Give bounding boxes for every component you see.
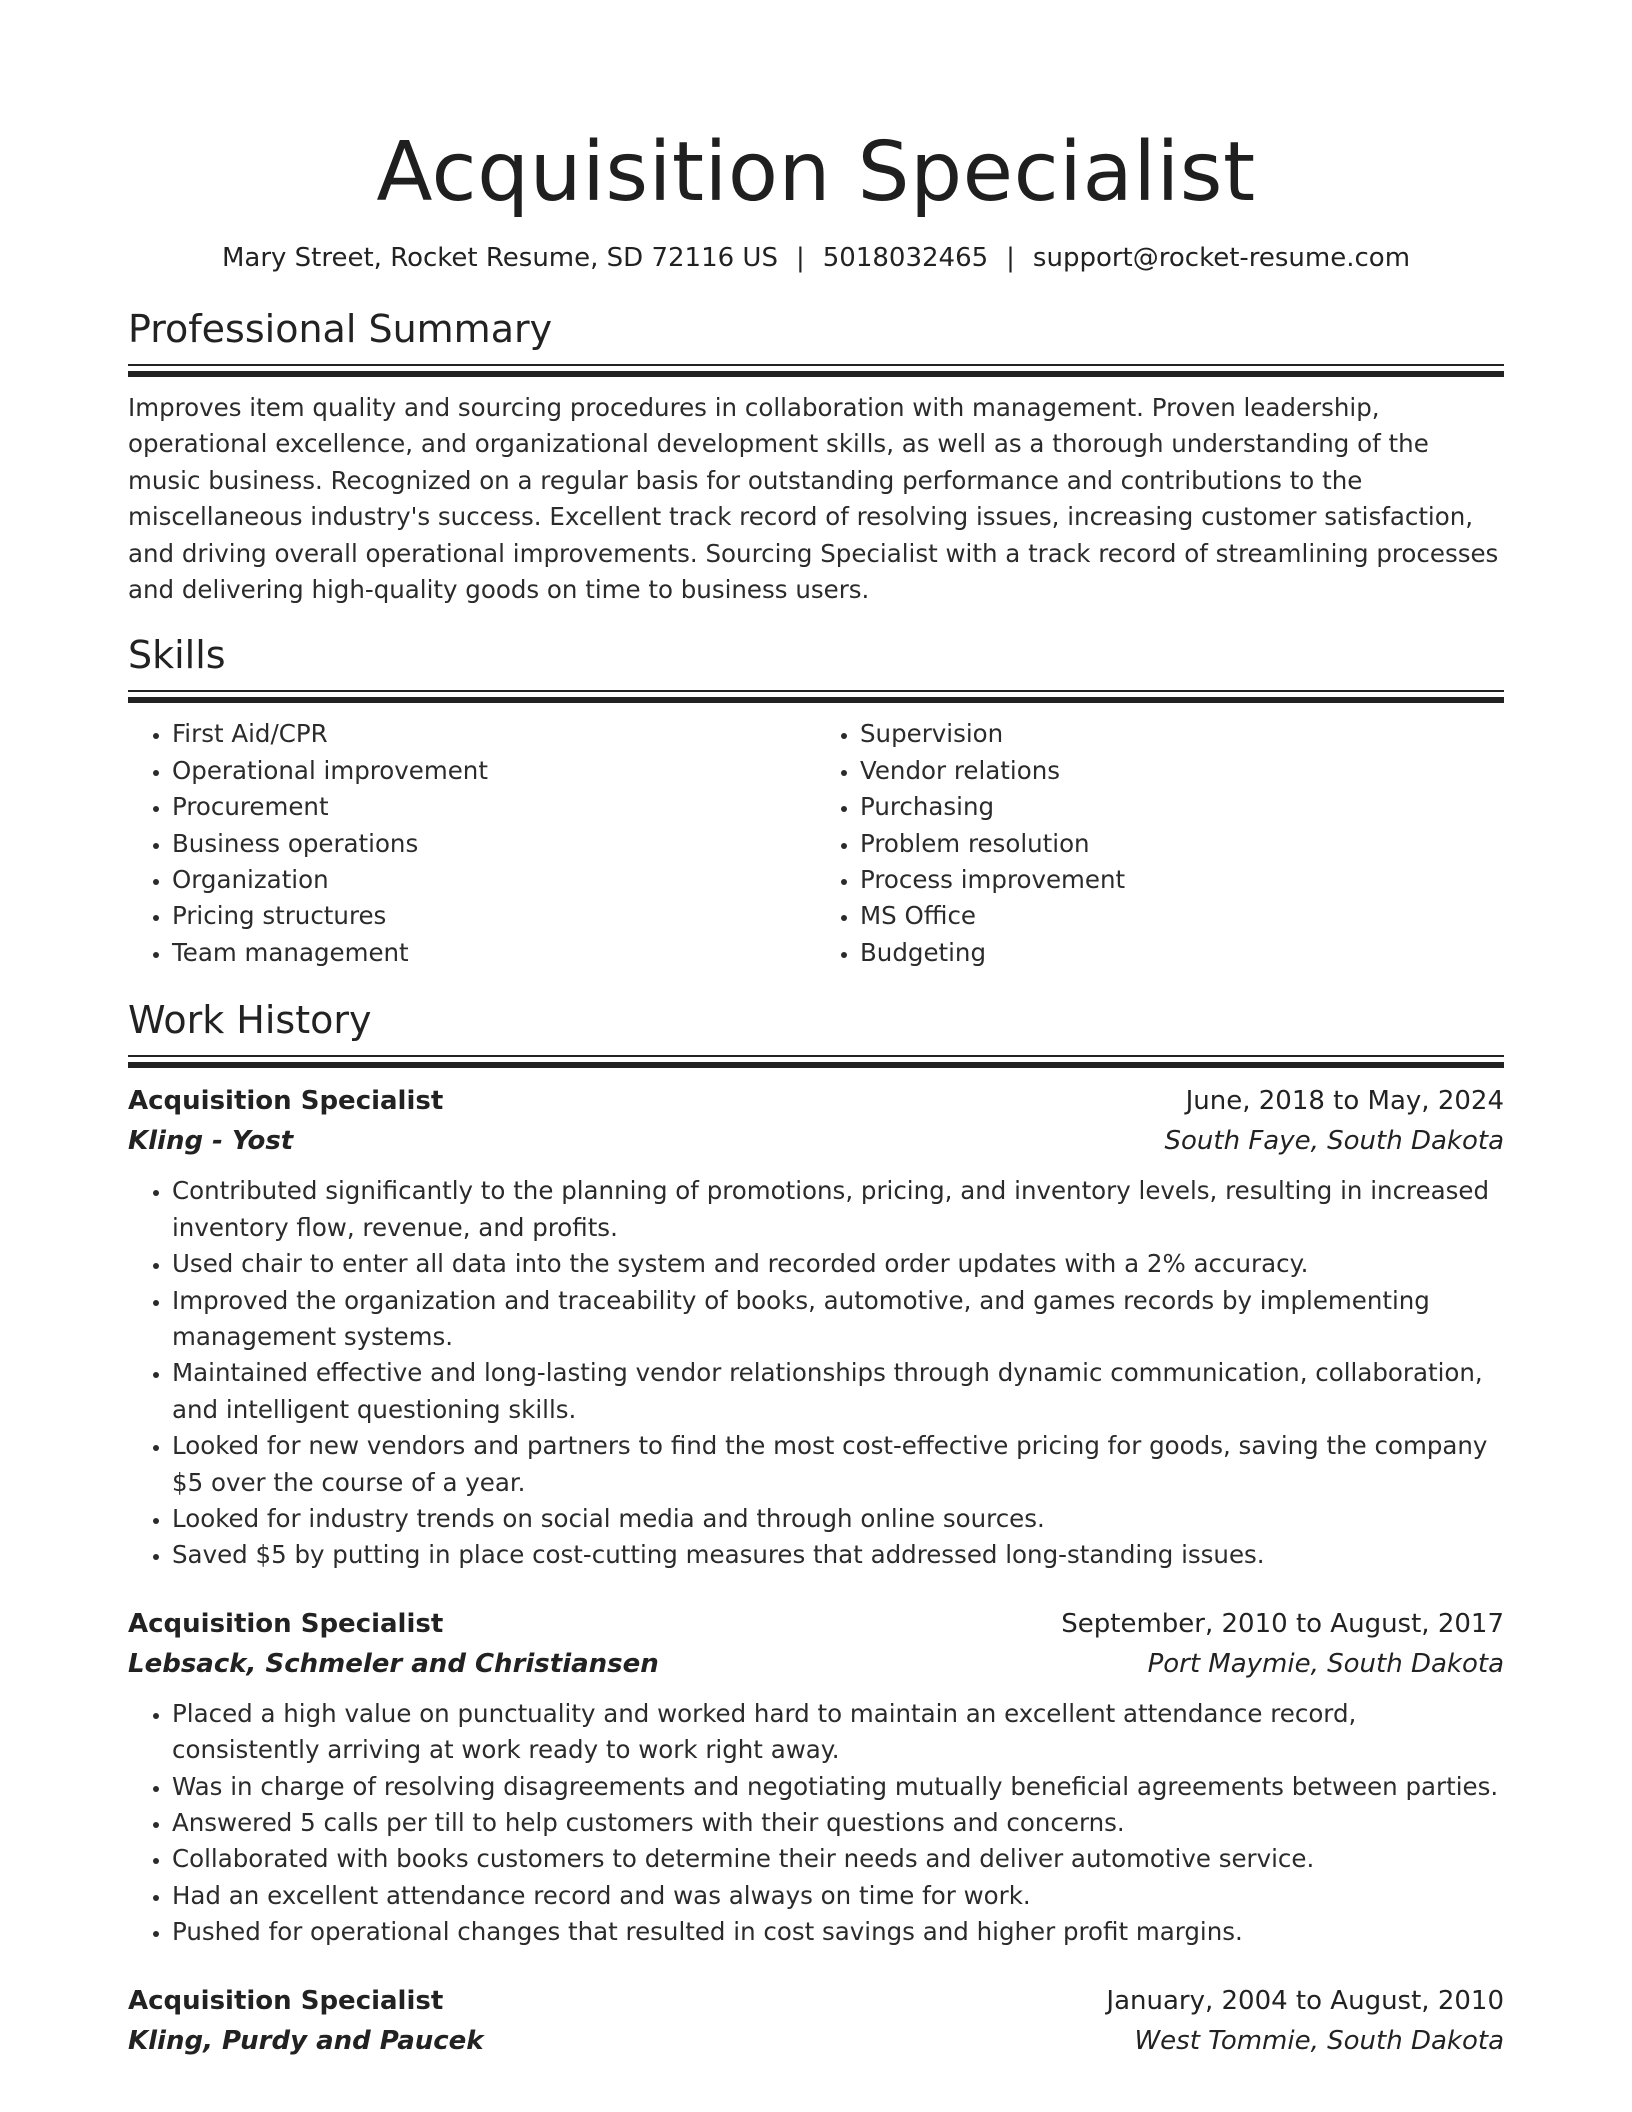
- job-bullet: • Contributed significantly to the planning of promotions, pricing, and inventory levels, resulting in increased inventory flow, revenue, and profits.: [172, 1173, 1504, 1246]
- contact-phone: 5018032465: [822, 243, 989, 273]
- job-bullet: • Saved $5 by putting in place cost-cutting measures that addressed long-standing issues.: [172, 1537, 1504, 1573]
- job-entry: [128, 1981, 1504, 2061]
- work-history-section: [128, 995, 1504, 2060]
- job-bullet: • Collaborated with books customers to determine their needs and deliver automotive service.: [172, 1841, 1504, 1877]
- job-header: [128, 1081, 1504, 1121]
- job-header: [128, 1981, 1504, 2021]
- skill-item: • Team management: [172, 935, 816, 971]
- skill-item: • Organization: [172, 862, 816, 898]
- job-bullet: • Had an excellent attendance record and was always on time for work.: [172, 1878, 1504, 1914]
- skills-list-right: [816, 716, 1504, 971]
- job-bullet: • Answered 5 calls per till to help customers with their questions and concerns.: [172, 1805, 1504, 1841]
- job-title: Acquisition Specialist: [128, 1985, 444, 2016]
- skill-item: • Vendor relations: [860, 753, 1504, 789]
- skill-item: • Budgeting: [860, 935, 1504, 971]
- job-dates: September, 2010 to August, 2017: [1061, 1608, 1504, 1639]
- skill-item: • Business operations: [172, 826, 816, 862]
- job-location: West Tommie, South Dakota: [1134, 2025, 1504, 2056]
- contact-email[interactable]: support@rocket-resume.com: [1032, 243, 1411, 273]
- skill-item: • Pricing structures: [172, 898, 816, 934]
- section-divider: [128, 1055, 1504, 1069]
- job-dates: June, 2018 to May, 2024: [1185, 1086, 1504, 1117]
- job-subheader: [128, 2021, 1504, 2061]
- contact-line: [128, 240, 1504, 276]
- job-bullet: • Maintained effective and long-lasting vendor relationships through dynamic communication, collaboration, and intelligent questioning skills.: [172, 1355, 1504, 1428]
- contact-address: Mary Street, Rocket Resume, SD 72116 US: [221, 243, 778, 273]
- skill-item: • Operational improvement: [172, 753, 816, 789]
- skill-item: • Procurement: [172, 789, 816, 825]
- job-bullet: • Was in charge of resolving disagreements and negotiating mutually beneficial agreements between parties.: [172, 1769, 1504, 1805]
- resume-name: Acquisition Specialist: [376, 125, 1256, 220]
- job-title: Acquisition Specialist: [128, 1608, 444, 1639]
- job-subheader: [128, 1121, 1504, 1161]
- job-bullet: • Used chair to enter all data into the system and recorded order updates with a 2% accuracy.: [172, 1246, 1504, 1282]
- contact-separator: |: [795, 243, 805, 273]
- job-company: Kling, Purdy and Paucek: [128, 2025, 484, 2056]
- contact-separator: |: [1006, 243, 1015, 273]
- job-bullet: • Looked for industry trends on social media and through online sources.: [172, 1501, 1504, 1537]
- job-entry: [128, 1081, 1504, 1573]
- section-divider: [128, 690, 1504, 704]
- job-company: Lebsack, Schmeler and Christiansen: [128, 1648, 659, 1679]
- job-location: Port Maymie, South Dakota: [1147, 1648, 1504, 1679]
- job-title: Acquisition Specialist: [128, 1086, 444, 1117]
- job-header: [128, 1604, 1504, 1644]
- job-entry: [128, 1604, 1504, 1951]
- summary-section: [128, 304, 1504, 608]
- job-company: Kling - Yost: [128, 1126, 294, 1157]
- summary-text: Improves item quality and sourcing procedures in collaboration with management. Proven leadership, operational excellence, and organizational development skills, as well as a thorough understanding of the music business. Recognized on a regular basis for outstanding performance and contributions to the miscellaneous industry's success. Excellent track record of resolving issues, increasing customer satisfaction, and driving overall operational improvements. Sourcing Specialist with a track record of streamlining processes and delivering high-quality goods on time to business users.: [128, 393, 1499, 605]
- job-bullet: • Improved the organization and traceability of books, automotive, and games records by implementing management systems.: [172, 1283, 1504, 1356]
- skill-item: • Supervision: [860, 716, 1504, 752]
- job-subheader: [128, 1644, 1504, 1684]
- skill-item: • Purchasing: [860, 789, 1504, 825]
- skills-columns: [128, 716, 1504, 971]
- section-title-summary: Professional Summary: [128, 307, 553, 351]
- job-bullets: [128, 1696, 1504, 1951]
- skill-item: • MS Office: [860, 898, 1504, 934]
- job-bullets: [128, 1173, 1504, 1573]
- resume-page: [128, 0, 1504, 2061]
- section-title-skills: Skills: [128, 633, 226, 678]
- job-bullet: • Pushed for operational changes that resulted in cost savings and higher profit margins.: [172, 1914, 1504, 1950]
- job-bullet: • Placed a high value on punctuality and worked hard to maintain an excellent attendance record, consistently arriving at work ready to work right away.: [172, 1696, 1504, 1769]
- section-title-work-history: Work History: [128, 998, 372, 1043]
- skill-item: • First Aid/CPR: [172, 716, 816, 752]
- section-divider: [128, 364, 1504, 378]
- skills-section: [128, 630, 1504, 971]
- job-location: South Faye, South Dakota: [1164, 1126, 1504, 1157]
- skills-list-left: [128, 716, 816, 971]
- skill-item: • Problem resolution: [860, 826, 1504, 862]
- skill-item: • Process improvement: [860, 862, 1504, 898]
- job-bullet: • Looked for new vendors and partners to find the most cost-effective pricing for goods, saving the company $5 over the course of a year.: [172, 1428, 1504, 1501]
- job-dates: January, 2004 to August, 2010: [1106, 1985, 1504, 2016]
